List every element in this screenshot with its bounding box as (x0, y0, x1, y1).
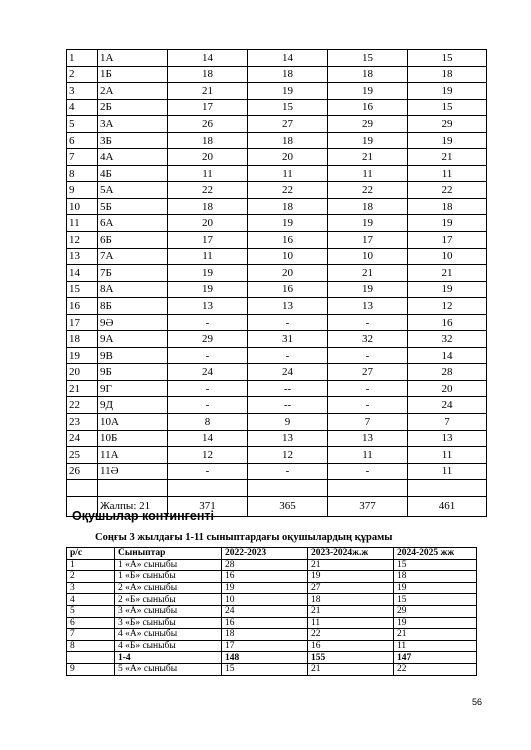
table-cell: 13 (248, 430, 328, 447)
table-row (67, 571, 477, 583)
table-cell: - (168, 397, 248, 414)
table-cell: 10А (98, 414, 168, 431)
table-cell: 11А (98, 447, 168, 464)
table-cell: 18 (168, 66, 248, 83)
table-row (67, 314, 487, 331)
table-row (67, 594, 477, 606)
table-cell: - (328, 380, 408, 397)
table-cell: 14 (408, 347, 487, 364)
table-cell: - (168, 347, 248, 364)
table-row (67, 663, 477, 675)
table-cell: 21 (308, 605, 394, 617)
column-header: 2023-2024ж.ж (308, 548, 394, 560)
table-cell: 11 (67, 215, 98, 232)
table-row (67, 50, 487, 67)
table-cell: 7А (98, 248, 168, 265)
table-cell: 21 (168, 83, 248, 100)
table-cell: 16 (328, 99, 408, 116)
table-cell: 18 (248, 132, 328, 149)
table-cell: 18 (408, 66, 487, 83)
column-header: 2024-2025 жж (394, 548, 477, 560)
table-cell: 16 (308, 640, 394, 652)
table-cell: 14 (168, 430, 248, 447)
table-row (67, 347, 487, 364)
table-row (67, 582, 477, 594)
table-cell: 13 (328, 430, 408, 447)
table-cell: 19 (328, 132, 408, 149)
table-cell: 10Б (98, 430, 168, 447)
table-cell: 11 (408, 447, 487, 464)
table-cell: - (168, 380, 248, 397)
table-cell: 32 (328, 331, 408, 348)
table-cell (67, 652, 115, 664)
table-cell (67, 480, 98, 497)
table-cell: 11 (168, 165, 248, 182)
table-cell: 11 (328, 165, 408, 182)
table-row (67, 298, 487, 315)
table-cell (98, 480, 168, 497)
table-cell: 371 (168, 496, 248, 516)
table-cell: 20 (408, 380, 487, 397)
table-cell: 29 (328, 116, 408, 133)
table-cell: 18 (328, 66, 408, 83)
table-cell: 2Б (98, 99, 168, 116)
table-cell: 29 (408, 116, 487, 133)
table-cell: 2 (67, 571, 115, 583)
table-cell: 14 (168, 50, 248, 67)
table-cell: 27 (328, 364, 408, 381)
table-cell: 19 (168, 281, 248, 298)
table-cell: 15 (328, 50, 408, 67)
table-row (67, 149, 487, 166)
table-cell: - (168, 314, 248, 331)
table-cell: 377 (328, 496, 408, 516)
table-cell: 9Б (98, 364, 168, 381)
table-cell: 6Б (98, 232, 168, 249)
table-cell: 3Б (98, 132, 168, 149)
table-cell: 11 (408, 463, 487, 480)
table-cell: 22 (67, 397, 98, 414)
class-count-table (66, 49, 487, 517)
table-cell: 19 (248, 215, 328, 232)
table-cell: 19 (394, 582, 477, 594)
page-number: 56 (472, 697, 483, 707)
table-cell: 27 (248, 116, 328, 133)
table-row (67, 480, 487, 497)
table-cell: 14 (67, 265, 98, 282)
table-cell: - (248, 463, 328, 480)
table-row (67, 265, 487, 282)
table-row (67, 605, 477, 617)
table-cell: 27 (308, 582, 394, 594)
table-cell: 15 (394, 594, 477, 606)
table-row (67, 364, 487, 381)
table-cell: 21 (328, 149, 408, 166)
table-cell: 17 (408, 232, 487, 249)
table-cell: 4А (98, 149, 168, 166)
table-cell: 22 (248, 182, 328, 199)
table-cell: 3 (67, 83, 98, 100)
column-header: 2022-2023 (222, 548, 308, 560)
table-cell: 23 (67, 414, 98, 431)
table-cell: 18 (248, 198, 328, 215)
table-cell: 18 (168, 198, 248, 215)
table-cell: 16 (408, 314, 487, 331)
table-cell: 15 (222, 663, 308, 675)
column-header: р/с (67, 548, 115, 560)
table-cell (328, 480, 408, 497)
table-header-row (67, 548, 477, 560)
table-cell: 18 (67, 331, 98, 348)
table-caption: Соңғы 3 жылдағы 1-11 сыныптардағы оқушылардың құрамы (95, 532, 393, 543)
table-cell: 21 (328, 265, 408, 282)
table-cell: 5 (67, 605, 115, 617)
table-cell: 1 «А» сыныбы (115, 559, 222, 571)
table-cell: 18 (308, 594, 394, 606)
table-cell: 2А (98, 83, 168, 100)
column-header: Сыныптар (115, 548, 222, 560)
table-cell: -- (248, 380, 328, 397)
table-cell: 365 (248, 496, 328, 516)
table-row (67, 380, 487, 397)
table-cell: - (248, 314, 328, 331)
table-cell: 12 (248, 447, 328, 464)
table-cell: 21 (67, 380, 98, 397)
table-cell: 19 (222, 582, 308, 594)
table-cell: 24 (222, 605, 308, 617)
table-cell: 12 (408, 298, 487, 315)
table-cell: 21 (408, 149, 487, 166)
table-row (67, 116, 487, 133)
table-row (67, 132, 487, 149)
table-cell: 5 «А» сыныбы (115, 663, 222, 675)
table-row (67, 83, 487, 100)
table-cell: 28 (408, 364, 487, 381)
table-cell: 19 (308, 571, 394, 583)
table-row (67, 430, 487, 447)
table-cell: 13 (67, 248, 98, 265)
table-cell: - (168, 463, 248, 480)
table-cell: 10 (328, 248, 408, 265)
table-cell: 3А (98, 116, 168, 133)
table-cell: 22 (408, 182, 487, 199)
table-cell: 1 (67, 50, 98, 67)
table-cell: 16 (248, 232, 328, 249)
table-cell: Жалпы: 21 (98, 496, 168, 516)
table-cell (248, 480, 328, 497)
table-cell: 15 (394, 559, 477, 571)
table-cell: 24 (408, 397, 487, 414)
table-cell: 17 (67, 314, 98, 331)
table-cell: - (328, 463, 408, 480)
table-cell: 29 (168, 331, 248, 348)
table-cell: 10 (222, 594, 308, 606)
table-cell: 13 (328, 298, 408, 315)
table-row (67, 559, 477, 571)
table-cell: 15 (248, 99, 328, 116)
table-cell: 25 (67, 447, 98, 464)
table-cell: 155 (308, 652, 394, 664)
table-cell: 24 (248, 364, 328, 381)
table-cell: 19 (328, 83, 408, 100)
table-cell: 5А (98, 182, 168, 199)
table-cell: 32 (408, 331, 487, 348)
table-cell: 26 (67, 463, 98, 480)
table-subtotal-row (67, 652, 477, 664)
table-cell: 16 (222, 617, 308, 629)
table-cell: 2 (67, 66, 98, 83)
table-cell: 11 (394, 640, 477, 652)
section-heading: Оқушылар контингенті (72, 509, 214, 523)
table-cell: - (328, 397, 408, 414)
table-cell: 9Д (98, 397, 168, 414)
table-cell: 15 (408, 50, 487, 67)
table-cell: 9В (98, 347, 168, 364)
table-cell: 21 (308, 559, 394, 571)
table-cell: 22 (394, 663, 477, 675)
table-cell: 13 (168, 298, 248, 315)
table-cell: 20 (67, 364, 98, 381)
table-cell: 16 (248, 281, 328, 298)
table-cell: 7 (67, 149, 98, 166)
table-row (67, 281, 487, 298)
table-row (67, 198, 487, 215)
table-cell: 11 (308, 617, 394, 629)
table-cell: 26 (168, 116, 248, 133)
table-cell: 19 (248, 83, 328, 100)
table-cell: 8Б (98, 298, 168, 315)
table-cell: 9А (98, 331, 168, 348)
table-cell: 7 (408, 414, 487, 431)
table-cell (408, 480, 487, 497)
table-cell: 19 (408, 83, 487, 100)
table-cell: 16 (67, 298, 98, 315)
table-cell: 22 (168, 182, 248, 199)
table-cell: 461 (408, 496, 487, 516)
table-row (67, 640, 477, 652)
table-cell: - (328, 314, 408, 331)
table-cell: 21 (394, 629, 477, 641)
table-row (67, 463, 487, 480)
table-cell: 7Б (98, 265, 168, 282)
table-cell: 17 (168, 99, 248, 116)
table-cell: 20 (168, 215, 248, 232)
table-cell: 10 (408, 248, 487, 265)
table-cell: 19 (67, 347, 98, 364)
table-cell: 10 (248, 248, 328, 265)
table-cell: 4 «А» сыныбы (115, 629, 222, 641)
table-cell: 11Ә (98, 463, 168, 480)
table-row (67, 447, 487, 464)
table-cell: 18 (394, 571, 477, 583)
table-cell: 22 (328, 182, 408, 199)
table-cell: 9 (67, 182, 98, 199)
table-cell: 17 (328, 232, 408, 249)
table-cell: 6А (98, 215, 168, 232)
table-cell: 24 (67, 430, 98, 447)
table-row (67, 397, 487, 414)
table-row (67, 66, 487, 83)
table-cell: 19 (408, 132, 487, 149)
student-contingent-table (66, 547, 477, 676)
table-cell: 22 (308, 629, 394, 641)
table-cell: 2 «А» сыныбы (115, 582, 222, 594)
table-cell: 19 (328, 215, 408, 232)
table-cell: 31 (248, 331, 328, 348)
table-cell: 1Б (98, 66, 168, 83)
table-cell: 8А (98, 281, 168, 298)
table-cell: 5 (67, 116, 98, 133)
table-cell: 18 (168, 132, 248, 149)
table-row (67, 248, 487, 265)
table-cell: -- (248, 397, 328, 414)
table-cell: 7 (328, 414, 408, 431)
table-cell: 9Г (98, 380, 168, 397)
table-row (67, 165, 487, 182)
table-cell: 29 (394, 605, 477, 617)
table-cell: 8 (168, 414, 248, 431)
table-cell: 21 (308, 663, 394, 675)
table-cell: 4Б (98, 165, 168, 182)
table-cell: 1 (67, 559, 115, 571)
table-cell: 10 (67, 198, 98, 215)
table-cell: 15 (408, 99, 487, 116)
table-cell: 148 (222, 652, 308, 664)
table-cell: - (248, 347, 328, 364)
table-cell: 18 (248, 66, 328, 83)
table-cell: 16 (222, 571, 308, 583)
table-cell: 19 (168, 265, 248, 282)
table-cell: 2 «Б» сыныбы (115, 594, 222, 606)
table-cell: 14 (248, 50, 328, 67)
table-cell: 4 (67, 99, 98, 116)
table-cell: 8 (67, 165, 98, 182)
table-cell: 19 (408, 215, 487, 232)
table-cell: 12 (168, 447, 248, 464)
table-cell: 19 (394, 617, 477, 629)
table-cell: 3 «А» сыныбы (115, 605, 222, 617)
table-cell: 18 (408, 198, 487, 215)
table-cell: 1-4 (115, 652, 222, 664)
table-cell (168, 480, 248, 497)
table-cell: 9 (67, 663, 115, 675)
table-cell: 20 (248, 265, 328, 282)
table-row (67, 99, 487, 116)
table-cell: 11 (408, 165, 487, 182)
table-cell: 9Ә (98, 314, 168, 331)
table-cell: 5Б (98, 198, 168, 215)
table-cell: 11 (328, 447, 408, 464)
table-row (67, 215, 487, 232)
table-cell: 13 (248, 298, 328, 315)
table-cell: 4 (67, 594, 115, 606)
table-cell: 1А (98, 50, 168, 67)
table-row (67, 232, 487, 249)
table-cell: 19 (328, 281, 408, 298)
table-cell: 6 (67, 132, 98, 149)
table-cell: 7 (67, 629, 115, 641)
table-cell: 20 (168, 149, 248, 166)
table-cell: 8 (67, 640, 115, 652)
table-cell: 3 (67, 582, 115, 594)
table-cell: 15 (67, 281, 98, 298)
table-row (67, 617, 477, 629)
table-cell: 20 (248, 149, 328, 166)
table-cell: 21 (408, 265, 487, 282)
table-cell: - (328, 347, 408, 364)
table-cell: 1 «Б» сыныбы (115, 571, 222, 583)
table-cell: 28 (222, 559, 308, 571)
table-cell: 11 (248, 165, 328, 182)
table-cell: 17 (222, 640, 308, 652)
table-cell: 24 (168, 364, 248, 381)
table-cell: 19 (408, 281, 487, 298)
table-cell: 18 (328, 198, 408, 215)
table-cell: 9 (248, 414, 328, 431)
table-cell: 18 (222, 629, 308, 641)
table-cell: 11 (168, 248, 248, 265)
table-cell: 17 (168, 232, 248, 249)
table-row (67, 629, 477, 641)
table-row (67, 331, 487, 348)
table-cell: 6 (67, 617, 115, 629)
table-cell: 12 (67, 232, 98, 249)
table-row (67, 414, 487, 431)
table-cell: 3 «Б» сыныбы (115, 617, 222, 629)
table-cell: 4 «Б» сыныбы (115, 640, 222, 652)
table-cell: 147 (394, 652, 477, 664)
table-cell: 13 (408, 430, 487, 447)
table-row (67, 182, 487, 199)
